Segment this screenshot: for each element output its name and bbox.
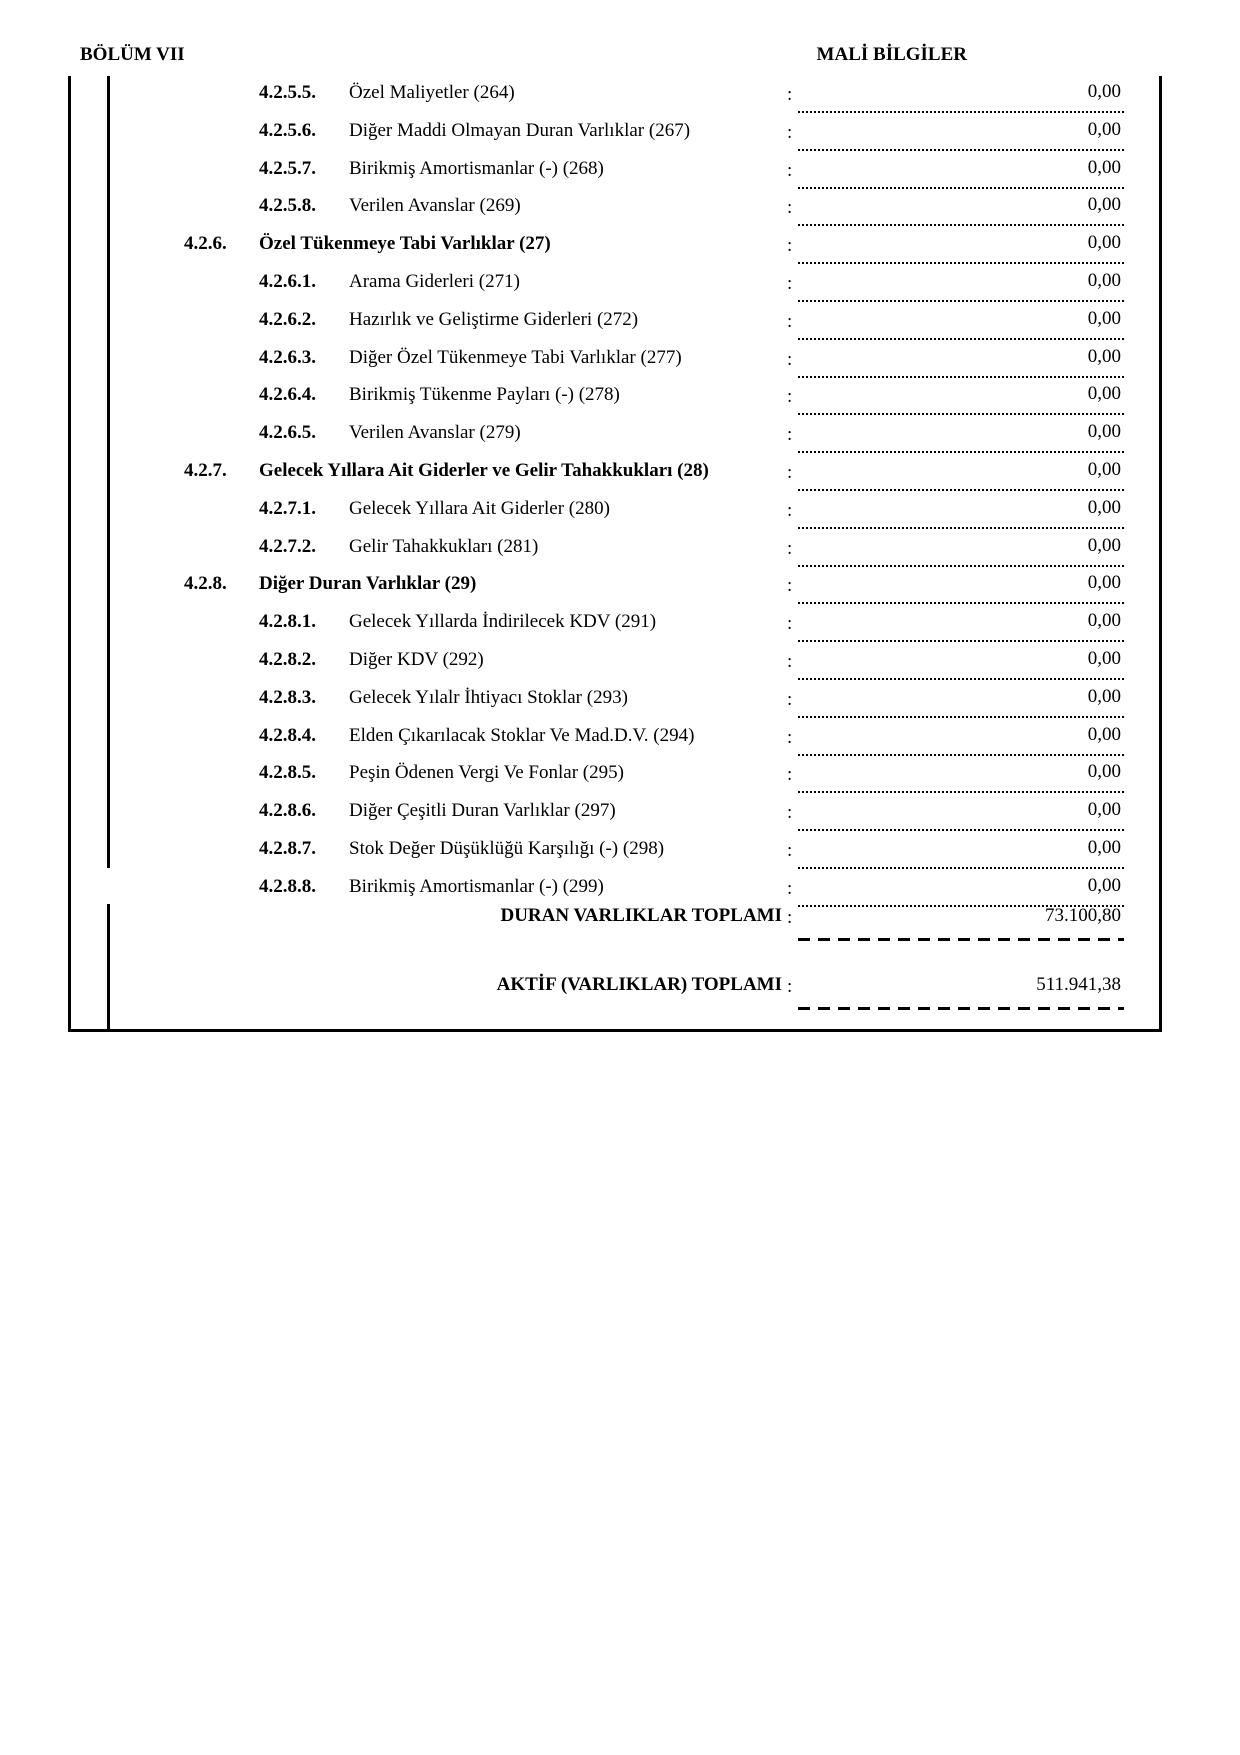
separator: : <box>787 386 793 408</box>
dotted-underline <box>798 527 1124 529</box>
dotted-underline <box>798 338 1124 340</box>
separator: : <box>787 764 793 786</box>
separator: : <box>787 688 793 710</box>
account-row <box>68 152 1162 190</box>
account-name: Gelecek Yılalr İhtiyacı Stoklar (293) <box>349 686 628 708</box>
account-row <box>68 76 1162 114</box>
separator: : <box>787 310 793 332</box>
dotted-underline <box>798 300 1124 302</box>
account-name: Elden Çıkarılacak Stoklar Ve Mad.D.V. (294) <box>349 724 695 746</box>
account-value: 0,00 <box>1087 118 1121 140</box>
dotted-underline <box>798 716 1124 718</box>
frame-inner-border-lower <box>107 904 110 1032</box>
account-value: 0,00 <box>1087 156 1121 178</box>
account-name: Diğer Çeşitli Duran Varlıklar (297) <box>349 800 616 822</box>
account-value: 0,00 <box>1087 874 1121 896</box>
account-row <box>68 265 1162 303</box>
account-code: 4.2.6.2. <box>259 308 316 330</box>
dotted-underline <box>798 867 1124 869</box>
account-row <box>68 530 1162 568</box>
account-code: 4.2.5.7. <box>259 157 316 179</box>
separator: : <box>787 462 793 483</box>
account-name: Verilen Avanslar (279) <box>349 422 521 444</box>
account-name: Gelecek Yıllara Ait Giderler ve Gelir Tahakkukları (28) <box>259 460 709 481</box>
separator: : <box>787 84 793 105</box>
account-value: 0,00 <box>1087 232 1121 254</box>
separator: : <box>787 424 793 446</box>
separator: : <box>787 537 793 559</box>
separator: : <box>787 651 793 672</box>
account-row <box>68 567 1162 605</box>
account-row <box>68 227 1162 265</box>
account-value: 0,00 <box>1087 723 1121 745</box>
account-value: 0,00 <box>1087 383 1121 405</box>
account-row <box>68 303 1162 341</box>
separator: : <box>787 235 793 257</box>
account-value: 0,00 <box>1087 194 1121 216</box>
account-value: 0,00 <box>1087 761 1121 783</box>
account-value: 0,00 <box>1087 648 1121 669</box>
dotted-underline <box>798 111 1124 113</box>
account-row <box>68 454 1162 492</box>
account-name: Stok Değer Düşüklüğü Karşılığı (-) (298) <box>349 838 665 859</box>
dotted-underline <box>798 829 1124 831</box>
account-value: 0,00 <box>1087 799 1121 821</box>
dotted-underline <box>798 640 1124 642</box>
account-code: 4.2.7.1. <box>259 497 316 519</box>
account-name: Gelecek Yıllara Ait Giderler (280) <box>349 497 610 519</box>
separator: : <box>787 802 793 824</box>
separator: : <box>787 348 793 370</box>
dotted-underline <box>798 413 1124 415</box>
dotted-underline <box>798 754 1124 756</box>
dotted-underline <box>798 489 1124 491</box>
account-name: Birikmiş Amortismanlar (-) (299) <box>349 875 604 897</box>
account-name: Arama Giderleri (271) <box>349 271 520 292</box>
section-title: BÖLÜM VII <box>80 44 185 65</box>
separator: : <box>787 613 793 635</box>
account-value: 0,00 <box>1087 270 1121 291</box>
account-code: 4.2.8.1. <box>259 611 316 633</box>
account-row <box>68 605 1162 643</box>
separator: : <box>787 575 793 597</box>
account-name: Gelecek Yıllarda İndirilecek KDV (291) <box>349 611 657 633</box>
account-code: 4.2.8.8. <box>259 875 316 897</box>
dashed-underline <box>798 1007 1124 1010</box>
account-code: 4.2.8. <box>184 573 227 595</box>
dotted-underline <box>798 262 1124 264</box>
dotted-underline <box>798 149 1124 151</box>
account-value: 0,00 <box>1087 459 1121 480</box>
total-value: 73.100,80 <box>1045 905 1121 926</box>
account-row <box>68 681 1162 719</box>
account-row <box>68 492 1162 530</box>
account-value: 0,00 <box>1087 534 1121 556</box>
separator: : <box>787 877 793 899</box>
account-name: Verilen Avanslar (269) <box>349 195 521 217</box>
account-value: 0,00 <box>1087 421 1121 443</box>
account-value: 0,00 <box>1087 81 1121 102</box>
separator: : <box>787 159 793 181</box>
account-row <box>68 832 1162 870</box>
account-value: 0,00 <box>1087 837 1121 858</box>
account-value: 0,00 <box>1087 610 1121 632</box>
account-code: 4.2.8.3. <box>259 686 316 708</box>
account-row <box>68 794 1162 832</box>
account-code: 4.2.8.4. <box>259 724 316 746</box>
dotted-underline <box>798 224 1124 226</box>
account-name: Diğer KDV (292) <box>349 649 484 670</box>
account-name: Peşin Ödenen Vergi Ve Fonlar (295) <box>349 762 624 784</box>
account-code: 4.2.7. <box>184 460 227 481</box>
separator: : <box>787 197 793 219</box>
separator: : <box>787 273 793 294</box>
dotted-underline <box>798 678 1124 680</box>
account-value: 0,00 <box>1087 496 1121 518</box>
account-name: Diğer Maddi Olmayan Duran Varlıklar (267) <box>349 119 691 141</box>
account-row <box>68 378 1162 416</box>
account-name: Hazırlık ve Geliştirme Giderleri (272) <box>349 308 639 330</box>
dotted-underline <box>798 376 1124 378</box>
account-row <box>68 643 1162 681</box>
account-name: Diğer Duran Varlıklar (29) <box>259 573 477 595</box>
account-code: 4.2.5.5. <box>259 82 316 103</box>
balance-sheet-frame <box>68 76 1162 1031</box>
dotted-underline <box>798 565 1124 567</box>
separator: : <box>787 499 793 521</box>
account-row <box>68 756 1162 794</box>
account-code: 4.2.5.6. <box>259 119 316 141</box>
separator: : <box>787 840 793 861</box>
account-row <box>68 189 1162 227</box>
total-label: AKTİF (VARLIKLAR) TOPLAMI <box>496 974 782 995</box>
account-name: Gelir Tahakkukları (281) <box>349 535 539 557</box>
account-name: Diğer Özel Tükenmeye Tabi Varlıklar (277) <box>349 346 682 368</box>
dotted-underline <box>798 187 1124 189</box>
separator: : <box>787 976 793 997</box>
separator: : <box>787 121 793 143</box>
total-value: 511.941,38 <box>1036 974 1121 995</box>
account-name: Birikmiş Tükenme Payları (-) (278) <box>349 384 620 406</box>
account-code: 4.2.8.6. <box>259 800 316 822</box>
account-row <box>68 416 1162 454</box>
account-row <box>68 341 1162 379</box>
account-name: Özel Maliyetler (264) <box>349 82 515 103</box>
account-value: 0,00 <box>1087 307 1121 329</box>
frame-bottom-border <box>68 1029 1162 1032</box>
account-code: 4.2.6.5. <box>259 422 316 444</box>
account-code: 4.2.6.4. <box>259 384 316 406</box>
separator: : <box>787 726 793 748</box>
account-value: 0,00 <box>1087 572 1121 594</box>
account-code: 4.2.8.7. <box>259 838 316 859</box>
dotted-underline <box>798 451 1124 453</box>
dotted-underline <box>798 602 1124 604</box>
account-name: Özel Tükenmeye Tabi Varlıklar (27) <box>259 233 551 255</box>
account-code: 4.2.5.8. <box>259 195 316 217</box>
section-subtitle: MALİ BİLGİLER <box>816 44 967 65</box>
account-value: 0,00 <box>1087 685 1121 707</box>
account-code: 4.2.6.1. <box>259 271 316 292</box>
separator: : <box>787 907 793 928</box>
dashed-underline <box>798 938 1124 941</box>
account-row <box>68 870 1162 908</box>
account-row <box>68 114 1162 152</box>
account-code: 4.2.8.5. <box>259 762 316 784</box>
total-label: DURAN VARLIKLAR TOPLAMI <box>500 905 782 926</box>
account-code: 4.2.7.2. <box>259 535 316 557</box>
dotted-underline <box>798 791 1124 793</box>
account-code: 4.2.6.3. <box>259 346 316 368</box>
account-code: 4.2.6. <box>184 233 227 255</box>
account-name: Birikmiş Amortismanlar (-) (268) <box>349 157 604 179</box>
account-code: 4.2.8.2. <box>259 649 316 670</box>
account-row <box>68 719 1162 757</box>
account-value: 0,00 <box>1087 345 1121 367</box>
